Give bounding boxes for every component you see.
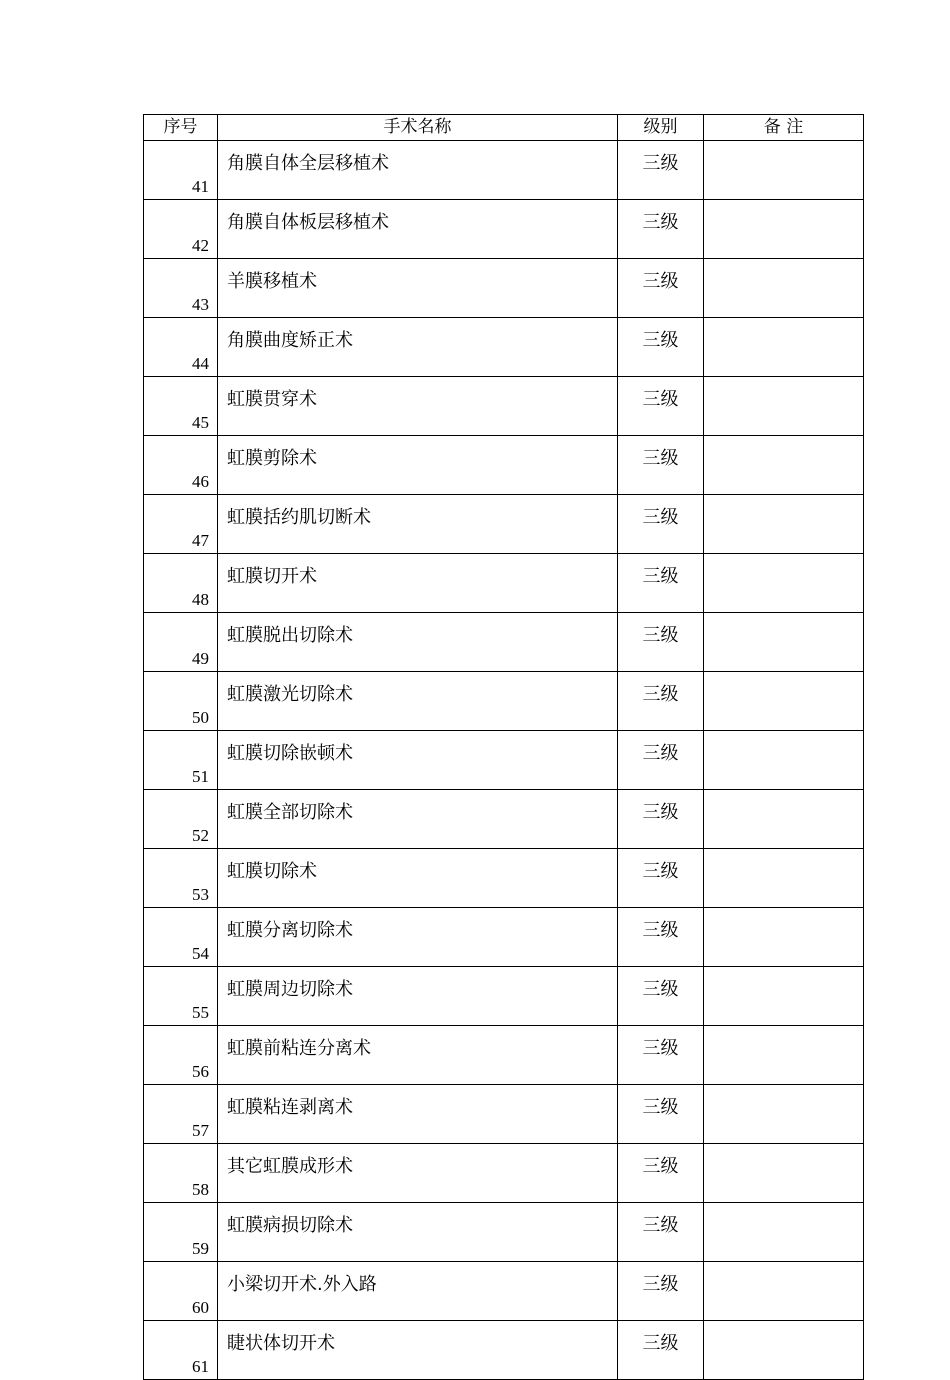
- surgery-name: 虹膜分离切除术: [218, 908, 618, 967]
- surgery-name: 虹膜切除嵌顿术: [218, 731, 618, 790]
- row-number: 54: [144, 908, 218, 967]
- remarks: [704, 1262, 864, 1321]
- surgery-level: 三级: [618, 1085, 704, 1144]
- row-number: 60: [144, 1262, 218, 1321]
- remarks: [704, 377, 864, 436]
- header-note: 备 注: [704, 115, 864, 141]
- surgery-name: 角膜自体板层移植术: [218, 200, 618, 259]
- remarks: [704, 1085, 864, 1144]
- table-row: [144, 1085, 864, 1144]
- surgery-name: 虹膜剪除术: [218, 436, 618, 495]
- row-number: 50: [144, 672, 218, 731]
- row-number: 42: [144, 200, 218, 259]
- row-number: 53: [144, 849, 218, 908]
- surgery-level: 三级: [618, 908, 704, 967]
- surgery-level: 三级: [618, 1262, 704, 1321]
- surgery-name: 虹膜前粘连分离术: [218, 1026, 618, 1085]
- row-number: 43: [144, 259, 218, 318]
- surgery-name: 虹膜括约肌切断术: [218, 495, 618, 554]
- surgery-name: 角膜曲度矫正术: [218, 318, 618, 377]
- remarks: [704, 849, 864, 908]
- remarks: [704, 1144, 864, 1203]
- surgery-level: 三级: [618, 967, 704, 1026]
- remarks: [704, 731, 864, 790]
- row-number: 46: [144, 436, 218, 495]
- row-number: 45: [144, 377, 218, 436]
- table-row: [144, 259, 864, 318]
- surgery-level: 三级: [618, 731, 704, 790]
- surgery-level: 三级: [618, 436, 704, 495]
- table-header-row: [144, 115, 864, 141]
- row-number: 56: [144, 1026, 218, 1085]
- row-number: 51: [144, 731, 218, 790]
- table-row: [144, 554, 864, 613]
- table-row: [144, 849, 864, 908]
- table-row: [144, 1026, 864, 1085]
- header-level: 级别: [618, 115, 704, 141]
- row-number: 61: [144, 1321, 218, 1380]
- table-row: [144, 377, 864, 436]
- surgery-level: 三级: [618, 495, 704, 554]
- row-number: 49: [144, 613, 218, 672]
- surgery-level: 三级: [618, 1026, 704, 1085]
- remarks: [704, 495, 864, 554]
- surgery-level: 三级: [618, 1144, 704, 1203]
- surgery-name: 角膜自体全层移植术: [218, 141, 618, 200]
- row-number: 48: [144, 554, 218, 613]
- table-row: [144, 141, 864, 200]
- row-number: 44: [144, 318, 218, 377]
- surgery-name: 虹膜病损切除术: [218, 1203, 618, 1262]
- surgery-name: 虹膜切除术: [218, 849, 618, 908]
- remarks: [704, 259, 864, 318]
- header-name: 手术名称: [218, 115, 618, 141]
- row-number: 55: [144, 967, 218, 1026]
- remarks: [704, 967, 864, 1026]
- table-row: [144, 495, 864, 554]
- surgery-name: 睫状体切开术: [218, 1321, 618, 1380]
- surgery-level: 三级: [618, 554, 704, 613]
- surgery-name: 虹膜切开术: [218, 554, 618, 613]
- table-body: [144, 141, 864, 1380]
- surgery-level: 三级: [618, 790, 704, 849]
- row-number: 59: [144, 1203, 218, 1262]
- remarks: [704, 1203, 864, 1262]
- surgery-name: 小梁切开术.外入路: [218, 1262, 618, 1321]
- surgery-name: 虹膜全部切除术: [218, 790, 618, 849]
- remarks: [704, 436, 864, 495]
- surgery-grade-table-sheet: [143, 114, 863, 1380]
- table-row: [144, 1144, 864, 1203]
- table-row: [144, 1203, 864, 1262]
- surgery-level: 三级: [618, 141, 704, 200]
- row-number: 41: [144, 141, 218, 200]
- table-row: [144, 200, 864, 259]
- remarks: [704, 613, 864, 672]
- table-row: [144, 967, 864, 1026]
- surgery-name: 虹膜周边切除术: [218, 967, 618, 1026]
- table-row: [144, 1262, 864, 1321]
- remarks: [704, 790, 864, 849]
- surgery-name: 虹膜激光切除术: [218, 672, 618, 731]
- surgery-level: 三级: [618, 200, 704, 259]
- remarks: [704, 318, 864, 377]
- row-number: 47: [144, 495, 218, 554]
- surgery-name: 虹膜贯穿术: [218, 377, 618, 436]
- surgery-level: 三级: [618, 318, 704, 377]
- table-row: [144, 318, 864, 377]
- surgery-level: 三级: [618, 672, 704, 731]
- remarks: [704, 200, 864, 259]
- surgery-name: 虹膜脱出切除术: [218, 613, 618, 672]
- surgery-level: 三级: [618, 377, 704, 436]
- surgery-level: 三级: [618, 259, 704, 318]
- remarks: [704, 672, 864, 731]
- table-row: [144, 908, 864, 967]
- row-number: 52: [144, 790, 218, 849]
- table-row: [144, 790, 864, 849]
- remarks: [704, 1026, 864, 1085]
- surgery-name: 其它虹膜成形术: [218, 1144, 618, 1203]
- table-row: [144, 436, 864, 495]
- remarks: [704, 554, 864, 613]
- table-row: [144, 1321, 864, 1380]
- remarks: [704, 1321, 864, 1380]
- remarks: [704, 908, 864, 967]
- table-row: [144, 731, 864, 790]
- remarks: [704, 141, 864, 200]
- surgery-level: 三级: [618, 1203, 704, 1262]
- surgery-level: 三级: [618, 613, 704, 672]
- row-number: 58: [144, 1144, 218, 1203]
- table-row: [144, 613, 864, 672]
- surgery-level: 三级: [618, 849, 704, 908]
- header-no: 序号: [144, 115, 218, 141]
- table-row: [144, 672, 864, 731]
- surgery-level: 三级: [618, 1321, 704, 1380]
- surgery-name: 羊膜移植术: [218, 259, 618, 318]
- surgery-grade-table: [143, 114, 864, 1380]
- surgery-name: 虹膜粘连剥离术: [218, 1085, 618, 1144]
- row-number: 57: [144, 1085, 218, 1144]
